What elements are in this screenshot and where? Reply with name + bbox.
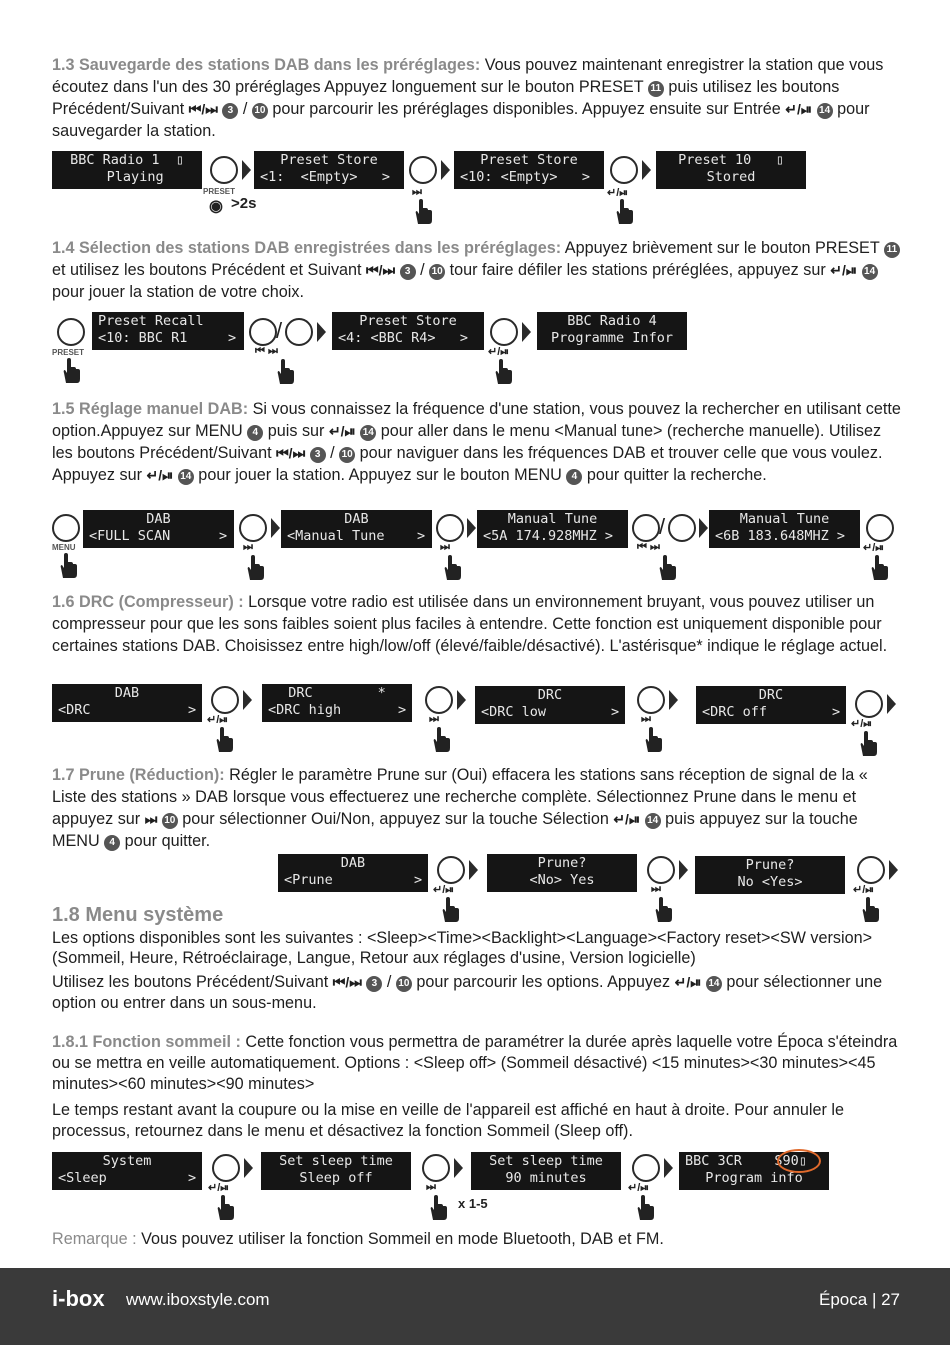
lcd-display: Manual Tune <6B 183.648MHZ > [709,510,860,548]
section-heading: 1.4 Sélection des stations DAB enregistrées dans les préréglages: [52,239,562,257]
text: puis utilisez les boutons Précédent/Suivant [52,78,840,118]
arrow-icon [664,1158,673,1178]
button-number: 10 [252,103,268,119]
text: pour sélectionner une option ou entrer dans un sous-menu. [52,973,883,1012]
button-number: 10 [162,813,178,829]
next-button [425,686,453,714]
next-icon: ⏭ [429,713,439,725]
text: / [415,261,430,279]
footer [0,1268,950,1345]
hand-press-icon [57,552,79,578]
lcd-display: Manual Tune <5A 174.928MHZ > [477,510,628,548]
paragraph [52,972,902,1014]
prev-next-icon: ⏮ ⏭ [255,345,278,357]
lcd-display: DAB <FULL SCAN > [83,510,234,548]
section-1-4 [52,237,902,303]
text: / [325,444,340,462]
text: Utilisez les boutons Précédent/Suivant [52,973,333,991]
button-number: 4 [247,425,263,441]
prev-next-icon: ⏮/⏭ [188,101,218,117]
arrow-icon [887,694,896,714]
button-number: 11 [648,81,664,97]
arrow-icon [522,322,531,342]
preset-label: PRESET [52,348,85,357]
enter-play-icon: ↵/⏯ [146,467,174,483]
sleep-timer-highlight [777,1149,821,1173]
enter-play-icon: ↵/⏯ [853,884,875,896]
text: pour quitter. [120,832,211,850]
menu-label: MENU [52,543,76,552]
text: pour jouer la station de votre choix. [52,283,304,301]
next-button [637,686,665,714]
text: pour sélectionner Oui/Non, appuyez sur la touche Sélection [177,810,614,828]
enter-button [866,514,894,542]
enter-button [610,156,638,184]
arrow-icon [441,160,450,180]
lcd-display: Preset 10 ▯ Stored [656,151,806,189]
next-button [436,514,464,542]
enter-button [211,686,239,714]
paragraph [52,591,902,657]
text: Vous pouvez utiliser la fonction Sommeil en mode Bluetooth, DAB et FM. [136,1230,664,1248]
paragraph: Les options disponibles sont les suivantes : <Sleep><Time><Backlight><Language><Factory reset><SW version> (Sommeil, Heure, Rétroéclairage, Langue, Retour aux réglages d'usine, Version logicielle) [52,929,873,967]
lcd-display: DRC <DRC off > [696,686,846,724]
lcd-display: Set sleep time Sleep off [261,1152,411,1190]
lcd-display: DAB <Manual Tune > [281,510,432,548]
enter-play-icon: ↵/⏯ [863,542,885,554]
section-1-8-1 [52,1032,902,1142]
text: pour sauvegarder la station. [52,100,870,140]
hand-press-icon [430,726,452,752]
enter-play-icon: ↵/⏯ [607,187,629,199]
text: Lorsque votre radio est utilisée dans un environnement bruyant, vous pouvez utiliser un compresseur pour que les sons faibles soient plus faciles à entendre. Cette fonction est uniquement disponible pour certaines stations DAB. Choisissez entre high/low/off (élevé/faible/désactivé). L'astérisque* indique le réglage actuel. [52,593,888,655]
preset-button [57,318,85,346]
next-icon: ⏭ [412,186,422,198]
button-number: 14 [178,469,194,485]
text: Cette fonction vous permettra de paramétrer la durée après laquelle votre Época s'éteindra ou se mettra en veille automatiquement. Options : <Sleep off> (Sommeil désactivé) <15 minutes><30 minutes><45 minutes><60 minutes><90 minutes> [52,1033,898,1093]
hand-press-icon [213,726,235,752]
enter-play-icon: ↵/⏯ [830,262,858,278]
prev-next-icon: ⏮ ⏭ [637,541,660,553]
hand-press-icon [492,358,514,384]
arrow-icon [699,518,708,538]
next-icon: ⏭ [440,541,450,553]
text: puis sur [263,422,329,440]
paragraph [52,764,902,852]
button-number: 3 [366,976,382,992]
lcd-display: Prune? No <Yes> [695,856,845,894]
section-1-8 [52,902,902,1014]
enter-button [855,690,883,718]
arrow-icon [454,1158,463,1178]
section-1-5 [52,398,902,486]
lcd-display: DAB <DRC > [52,684,202,722]
text: / [238,100,252,118]
text: Vous pouvez maintenant enregistrer la station que vous écoutez dans l'un des 30 préréglages Appuyez longuement sur le bouton PRESET [52,56,884,96]
prev-button [249,318,277,346]
hand-press-icon [634,1194,656,1220]
next-icon: ⏭ [641,713,651,725]
paragraph [52,54,902,142]
text: pour quitter la recherche. [582,466,767,484]
section-heading: 1.7 Prune (Réduction): [52,766,225,784]
brand-logo: i-box [52,1286,105,1311]
lcd-display: Preset Store <4: <BBC R4> > [332,312,484,350]
hand-press-icon [656,554,678,580]
hand-press-icon [427,1194,449,1220]
next-icon: ⏭ [426,1181,436,1193]
button-number: 3 [400,264,416,280]
section-heading: 1.6 DRC (Compresseur) : [52,593,244,611]
next-button [285,318,313,346]
button-number: 14 [360,425,376,441]
next-button [409,156,437,184]
hand-press-icon [613,198,635,224]
lcd-display: BBC Radio 1 ▯ Playing [52,151,202,189]
next-button [239,514,267,542]
paragraph [52,1228,902,1250]
lcd-display: Preset Store <10: <Empty> > [454,151,604,189]
enter-play-icon: ↵/⏯ [207,714,229,726]
lcd-display: DRC <DRC low > [475,686,625,724]
slash-icon: / [659,514,666,539]
lcd-display: BBC 3CR S90▯ Program info [679,1152,829,1190]
section-heading: 1.8 Menu système [52,904,224,926]
button-number: 3 [222,103,238,119]
prev-next-icon: ⏮/⏭ [332,974,362,990]
text: tour faire défiler les stations préréglées, appuyez sur [445,261,831,279]
enter-button [490,318,518,346]
enter-button [857,856,885,884]
enter-button [632,1154,660,1182]
button-number: 11 [884,242,900,258]
enter-play-icon: ↵/⏯ [328,423,356,439]
button-number: 14 [645,813,661,829]
enter-button [212,1154,240,1182]
prev-next-icon: ⏮/⏭ [276,445,306,461]
next-icon: ⏭ [651,883,661,895]
section-heading: 1.5 Réglage manuel DAB: [52,400,249,418]
button-number: 14 [862,264,878,280]
arrow-icon [889,860,898,880]
button-number: 4 [566,469,582,485]
text: Régler le paramètre Prune sur (Oui) effacera les stations sans réception de signal de la « Liste des stations » DAB lorsque vous effectuerez une recherche complète. Sélectionnez Prune dans le menu et appuyez sur [52,766,868,828]
lcd-display: Prune? <No> Yes [487,854,637,892]
menu-button [52,514,80,542]
enter-play-icon: ↵/⏯ [628,1182,650,1194]
arrow-icon [243,690,252,710]
lcd-display: DAB <Prune > [278,854,428,892]
hand-press-icon [412,198,434,224]
preset-button [210,156,238,184]
page-number: Época | 27 [819,1290,900,1309]
arrow-icon [469,860,478,880]
enter-play-icon: ↵/⏯ [208,1182,230,1194]
button-number: 14 [706,976,722,992]
arrow-icon [242,160,251,180]
arrow-icon [467,518,476,538]
arrow-icon [271,518,280,538]
enter-play-icon: ↵/⏯ [785,101,813,117]
section-1-7 [52,764,902,852]
section-heading: 1.3 Sauvegarde des stations DAB dans les préréglages: [52,56,481,74]
prev-button [632,514,660,542]
lcd-display: BBC Radio 4 Programme Infor [537,312,687,350]
lcd-display: Preset Recall <10: BBC R1 > [92,312,244,350]
lcd-display: System <Sleep > [52,1152,202,1190]
arrow-icon [244,1158,253,1178]
arrow-icon [317,322,326,342]
next-icon: ⏭ [243,541,253,553]
hand-press-icon [214,1194,236,1220]
enter-play-icon: ↵/⏯ [674,974,702,990]
hand-press-icon [274,358,296,384]
enter-play-icon: ↵/⏯ [613,811,641,827]
text: pour parcourir les préréglages disponibles. Appuyez ensuite sur Entrée [267,100,786,118]
section-1-6 [52,591,902,657]
paragraph [52,1032,902,1095]
note [52,1228,902,1250]
lcd-display: Preset Store <1: <Empty> > [254,151,404,189]
button-number: 10 [339,447,355,463]
arrow-icon [642,160,651,180]
button-number: 14 [817,103,833,119]
enter-play-icon: ↵/⏯ [488,346,510,358]
preset-label: PRESET [203,187,236,196]
website-url: www.iboxstyle.com [126,1290,270,1309]
section-heading: 1.8.1 Fonction sommeil : [52,1033,241,1051]
button-number: 3 [310,447,326,463]
text: Appuyez brièvement sur le bouton PRESET [561,239,884,257]
button-number: 10 [429,264,445,280]
paragraph [52,237,902,303]
enter-play-icon: ↵/⏯ [851,718,873,730]
text: et utilisez les boutons Précédent et Suivant [52,261,367,279]
section-1-3 [52,54,902,142]
paragraph [52,398,902,486]
arrow-icon [679,860,688,880]
text: puis appuyez sur la touche MENU [52,810,858,850]
arrow-icon [669,690,678,710]
hold-label: >2s [231,195,257,212]
enter-play-icon: ↵/⏯ [433,884,455,896]
lcd-display: Set sleep time 90 minutes [471,1152,621,1190]
button-number: 10 [396,976,412,992]
lcd-display: DRC * <DRC high > [262,684,412,722]
text: pour naviguer dans les fréquences DAB et trouver celle que vous voulez. Appuyez sur [52,444,883,484]
text: pour jouer la station. Appuyez sur le bouton MENU [193,466,567,484]
next-button [422,1154,450,1182]
paragraph: Le temps restant avant la coupure ou la mise en veille de l'appareil est affiché en haut à droite. Pour annuler le processus, retournez dans le menu et désactivez la fonction Sommeil (Sleep off). [52,1101,844,1140]
text: Si vous connaissez la fréquence d'une station, vous pouvez la rechercher en utilisant cette option.Appuyez sur MENU [52,400,901,440]
next-button [668,514,696,542]
text: pour aller dans le menu <Manual tune> (recherche manuelle). Utilisez les boutons Précédent/Suivant [52,422,882,462]
hand-press-icon [441,554,463,580]
note-heading: Remarque : [52,1230,137,1248]
text: / [382,973,396,991]
hand-press-icon [60,357,82,383]
next-button [647,856,675,884]
touch-icon: ◉ [209,198,223,215]
hand-press-icon [244,554,266,580]
text: pour parcourir les options. Appuyez [411,973,675,991]
hand-press-icon [642,726,664,752]
hand-press-icon [868,554,890,580]
slash-icon: / [276,318,283,343]
button-number: 4 [104,835,120,851]
hand-press-icon [857,730,879,756]
enter-button [437,856,465,884]
repeat-label: x 1-5 [458,1196,488,1211]
arrow-icon [457,690,466,710]
next-icon: ⏭ [144,811,158,827]
prev-next-icon: ⏮/⏭ [366,262,396,278]
